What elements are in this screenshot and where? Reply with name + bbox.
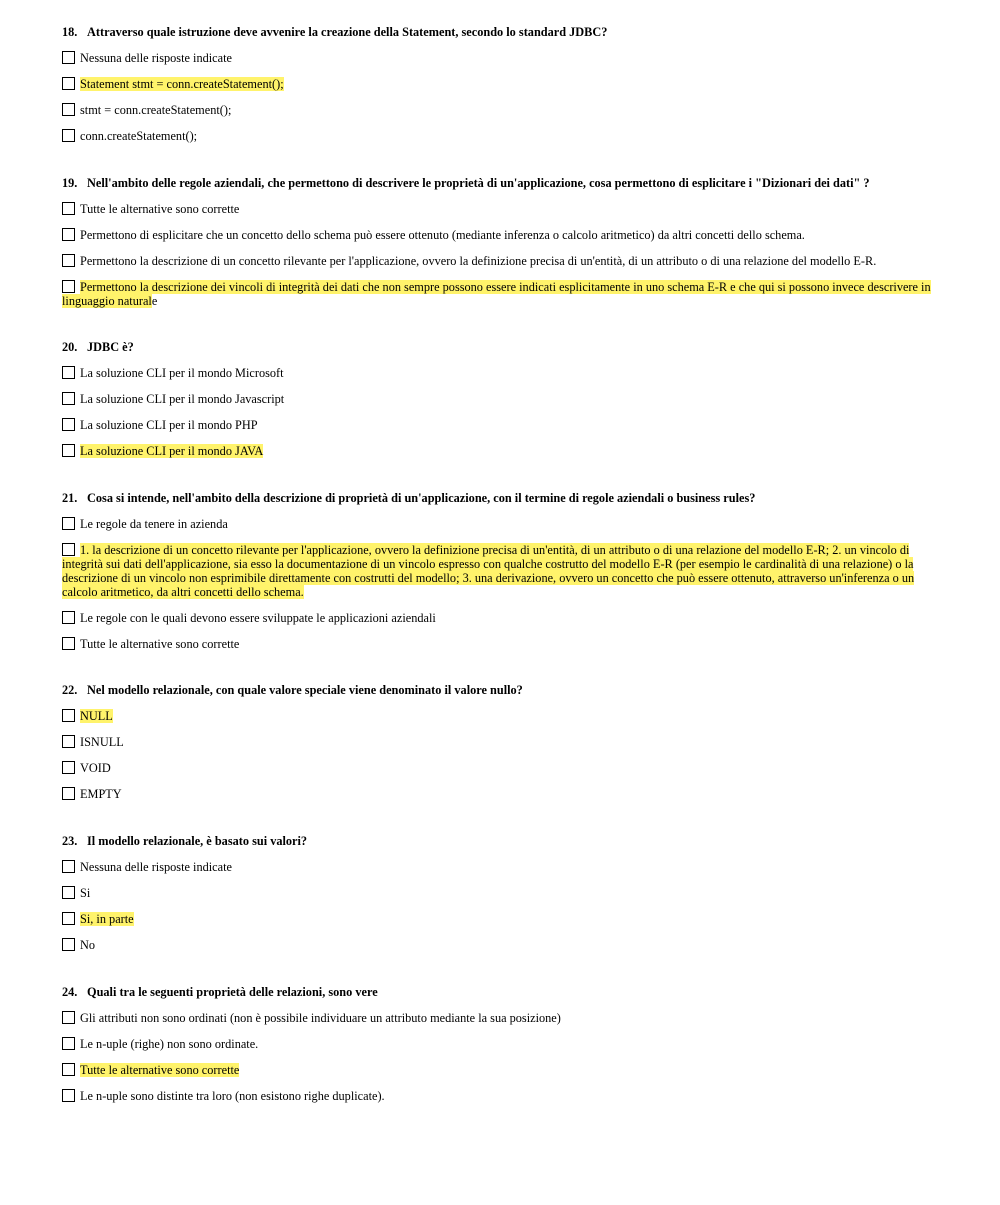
answer-option bbox=[62, 886, 937, 900]
question-21 bbox=[62, 491, 937, 651]
option-text: Le regole con le quali devono essere sviluppate le applicazioni aziendali bbox=[80, 611, 436, 625]
answer-checkbox[interactable] bbox=[62, 202, 75, 215]
answer-option bbox=[62, 761, 937, 775]
answer-checkbox[interactable] bbox=[62, 280, 75, 293]
answer-checkbox[interactable] bbox=[62, 709, 75, 722]
answer-checkbox[interactable] bbox=[62, 1011, 75, 1024]
answer-option bbox=[62, 392, 937, 406]
question-number: 20. bbox=[62, 340, 78, 354]
answer-checkbox[interactable] bbox=[62, 938, 75, 951]
answer-checkbox[interactable] bbox=[62, 1063, 75, 1076]
option-text: Tutte le alternative sono corrette bbox=[80, 202, 240, 216]
question-title bbox=[62, 340, 937, 354]
answer-checkbox[interactable] bbox=[62, 637, 75, 650]
answer-option bbox=[62, 543, 937, 599]
answer-option bbox=[62, 1089, 937, 1103]
option-text: Le regole da tenere in azienda bbox=[80, 517, 228, 531]
answer-option bbox=[62, 51, 937, 65]
question-title bbox=[62, 683, 937, 697]
option-text: Le n-uple (righe) non sono ordinate. bbox=[80, 1037, 259, 1051]
answer-option bbox=[62, 1063, 937, 1077]
answer-checkbox[interactable] bbox=[62, 392, 75, 405]
answer-checkbox[interactable] bbox=[62, 129, 75, 142]
option-text: Gli attributi non sono ordinati (non è possibile individuare un attributo mediante la sua posizione) bbox=[80, 1011, 561, 1025]
answer-checkbox[interactable] bbox=[62, 444, 75, 457]
option-text-highlighted: Si, in parte bbox=[80, 912, 134, 926]
option-text: La soluzione CLI per il mondo Microsoft bbox=[80, 366, 284, 380]
question-text: Attraverso quale istruzione deve avvenire la creazione della Statement, secondo lo standard JDBC? bbox=[87, 25, 608, 39]
answer-option bbox=[62, 912, 937, 926]
question-number: 23. bbox=[62, 834, 78, 848]
answer-checkbox[interactable] bbox=[62, 787, 75, 800]
answer-checkbox[interactable] bbox=[62, 254, 75, 267]
answer-checkbox[interactable] bbox=[62, 51, 75, 64]
answer-checkbox[interactable] bbox=[62, 1037, 75, 1050]
question-23 bbox=[62, 834, 937, 952]
answer-option bbox=[62, 366, 937, 380]
question-text: Nel modello relazionale, con quale valore speciale viene denominato il valore nullo? bbox=[87, 683, 523, 697]
question-text: Cosa si intende, nell'ambito della descrizione di proprietà di un'applicazione, con il termine di regole aziendali o business rules? bbox=[87, 491, 756, 505]
answer-option bbox=[62, 517, 937, 531]
answer-option bbox=[62, 202, 937, 216]
option-text: Tutte le alternative sono corrette bbox=[80, 637, 240, 651]
question-24 bbox=[62, 985, 937, 1103]
question-number: 24. bbox=[62, 985, 78, 999]
answer-checkbox[interactable] bbox=[62, 418, 75, 431]
answer-option bbox=[62, 228, 937, 242]
answer-checkbox[interactable] bbox=[62, 735, 75, 748]
option-text-highlighted: Permettono la descrizione dei vincoli di integrità dei dati che non sempre possono essere indicati esplicitamente in uno schema E-R e che qui si possono invece descrivere in linguaggio natural bbox=[62, 280, 931, 308]
question-title bbox=[62, 834, 937, 848]
answer-checkbox[interactable] bbox=[62, 611, 75, 624]
answer-option bbox=[62, 1037, 937, 1051]
answer-checkbox[interactable] bbox=[62, 886, 75, 899]
answer-option bbox=[62, 444, 937, 458]
question-number: 22. bbox=[62, 683, 78, 697]
answer-checkbox[interactable] bbox=[62, 366, 75, 379]
question-text: Quali tra le seguenti proprietà delle relazioni, sono vere bbox=[87, 985, 378, 999]
question-22 bbox=[62, 683, 937, 801]
question-title bbox=[62, 491, 937, 505]
question-number: 18. bbox=[62, 25, 78, 39]
question-title bbox=[62, 176, 937, 190]
option-text-tail: e bbox=[151, 294, 158, 308]
option-text: Si bbox=[80, 886, 91, 900]
question-text: JDBC è? bbox=[87, 340, 134, 354]
answer-option bbox=[62, 280, 937, 308]
option-text: La soluzione CLI per il mondo Javascript bbox=[80, 392, 285, 406]
option-text: ISNULL bbox=[80, 735, 124, 749]
answer-option bbox=[62, 611, 937, 625]
option-text-highlighted: Statement stmt = conn.createStatement(); bbox=[80, 77, 284, 91]
answer-checkbox[interactable] bbox=[62, 761, 75, 774]
answer-checkbox[interactable] bbox=[62, 860, 75, 873]
option-text-highlighted: NULL bbox=[80, 709, 113, 723]
answer-option bbox=[62, 787, 937, 801]
answer-option bbox=[62, 103, 937, 117]
answer-option bbox=[62, 860, 937, 874]
question-title bbox=[62, 985, 937, 999]
answer-checkbox[interactable] bbox=[62, 1089, 75, 1102]
question-18 bbox=[62, 25, 937, 143]
question-text: Il modello relazionale, è basato sui valori? bbox=[87, 834, 308, 848]
option-text: VOID bbox=[80, 761, 111, 775]
option-text-highlighted: Tutte le alternative sono corrette bbox=[80, 1063, 240, 1077]
answer-option bbox=[62, 254, 937, 268]
option-text: Nessuna delle risposte indicate bbox=[80, 51, 232, 65]
option-text: conn.createStatement(); bbox=[80, 129, 198, 143]
option-text: No bbox=[80, 938, 96, 952]
answer-checkbox[interactable] bbox=[62, 103, 75, 116]
question-title bbox=[62, 25, 937, 39]
option-text: La soluzione CLI per il mondo PHP bbox=[80, 418, 258, 432]
question-number: 21. bbox=[62, 491, 78, 505]
answer-checkbox[interactable] bbox=[62, 77, 75, 90]
answer-option bbox=[62, 637, 937, 651]
answer-option bbox=[62, 129, 937, 143]
question-20 bbox=[62, 340, 937, 458]
option-text: Permettono di esplicitare che un concetto dello schema può essere ottenuto (mediante inferenza o calcolo aritmetico) da altri concetti dello schema. bbox=[80, 228, 805, 242]
answer-option bbox=[62, 418, 937, 432]
answer-option bbox=[62, 938, 937, 952]
option-text: Permettono la descrizione di un concetto rilevante per l'applicazione, ovvero la definizione precisa di un'entità, di un attributo o di una relazione del modello E-R. bbox=[80, 254, 877, 268]
answer-option bbox=[62, 735, 937, 749]
answer-option bbox=[62, 709, 937, 723]
answer-checkbox[interactable] bbox=[62, 543, 75, 556]
answer-checkbox[interactable] bbox=[62, 517, 75, 530]
question-text: Nell'ambito delle regole aziendali, che permettono di descrivere le proprietà di un'applicazione, cosa permettono di esplicitare i "Dizionari dei dati" ? bbox=[87, 176, 870, 190]
answer-checkbox[interactable] bbox=[62, 228, 75, 241]
answer-option bbox=[62, 77, 937, 91]
option-text: Le n-uple sono distinte tra loro (non esistono righe duplicate). bbox=[80, 1089, 385, 1103]
answer-option bbox=[62, 1011, 937, 1025]
option-text-highlighted: 1. la descrizione di un concetto rilevante per l'applicazione, ovvero la definizione precisa di un'entità, di un attributo o di una relazione del modello E-R; 2. un vincolo di integrità sui dati dell'applicazione, sia esso la documentazione di un vincolo espresso con qualche costrutto del modello E-R (per esempio le cardinalità di una relazione) o la descrizione di un vincolo non esprimibile direttamente con costrutti del modello; 3. una derivazione, ovvero un concetto che può essere ottenuto, attraverso un'inferenza o un calcolo aritmetico, da altri concetti dello schema. bbox=[62, 543, 915, 599]
option-text-highlighted: La soluzione CLI per il mondo JAVA bbox=[80, 444, 264, 458]
question-number: 19. bbox=[62, 176, 78, 190]
option-text: stmt = conn.createStatement(); bbox=[80, 103, 232, 117]
option-text: Nessuna delle risposte indicate bbox=[80, 860, 232, 874]
question-19 bbox=[62, 176, 937, 308]
option-text: EMPTY bbox=[80, 787, 122, 801]
answer-checkbox[interactable] bbox=[62, 912, 75, 925]
